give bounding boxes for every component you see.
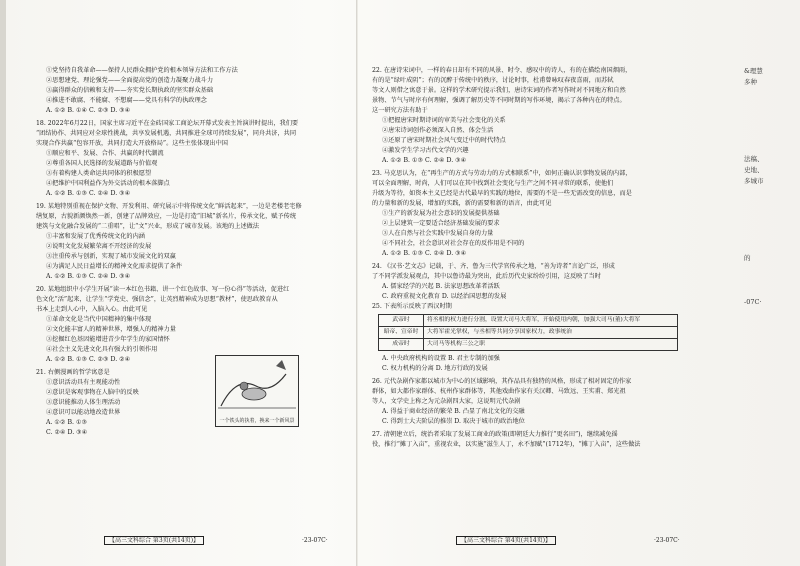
margin-note: [744, 242, 796, 253]
margin-note: [744, 187, 796, 198]
cartoon-caption: 一个铁头的执着，换来一个新风景: [219, 418, 295, 424]
question-text-line: 了不同学派发展观点，其中以鲁诗最为突出，此后历代史家纷纷引用，这反映了当时: [372, 273, 601, 280]
answer-option-line: A. 儒家经学的兴起 B. 法家思想改革者活跃: [382, 283, 500, 290]
answer-option-line: ③挖掘红色基因能增进青少年学生的家国情怀: [46, 336, 170, 343]
question-text-line: 升级为等待，如资本主义已经是古代最早的实践的地位，需要的不是一些无需改变的信息，而是: [372, 190, 632, 197]
footer-page-label: 【高三文科综合 第3页(共14页)】: [104, 536, 204, 545]
margin-note: [744, 143, 796, 154]
footer-code: ·23-07C·: [653, 537, 680, 544]
margin-note: [744, 209, 796, 220]
answer-option-line: A. ①② B. ①③ C. ②④ D. ③④: [382, 250, 467, 257]
page-fold: [356, 0, 358, 566]
footer-page-label: 【高三文科综合 第4页(共14页)】: [456, 536, 556, 545]
margin-note: [744, 275, 796, 286]
answer-option-line: ④激发学生学习古代文学的兴趣: [382, 147, 469, 154]
answer-option-line: ③赢得群众的信赖和支持——夯实党长期执政的坚实群众基础: [46, 87, 214, 94]
answer-option-line: ①意识活动具有主观能动性: [46, 379, 121, 386]
table-row-body: 大将军霍光掌权，与丞相等共同分享国家权力，政事统治: [424, 327, 678, 339]
question-text-line: “团结协作、共同应对全球性挑战，共享发展机遇，共同推进全球可持续发展“，同舟共济，共同: [36, 130, 297, 137]
margin-note: 多种: [744, 78, 757, 86]
footer-code: ·23-07C·: [301, 537, 328, 544]
answer-option-line: ④意识可以能动地改造世界: [46, 409, 121, 416]
answer-option-line: ④推进不敢腐、不能腐、不想腐——党具有科学的执政理念: [46, 97, 207, 104]
question-text-line: 22. 在唐诗宋词中，一样的春日却有不同的风景、时令、感叹中的诗人，有的在描绘南国烟雨，: [372, 67, 632, 74]
paper-edge: [0, 0, 6, 566]
question-text-line: 20. 某地组织中小学生开展“读一本红色书籍、讲一个红色故事、写一份心得”等活动，促进红: [36, 286, 290, 293]
question-text-line: 25. 下表所示反映了西汉时期: [372, 303, 452, 310]
footer-right-page: [456, 535, 680, 547]
cartoon-image: [215, 355, 299, 427]
margin-note: [744, 132, 796, 143]
table-row: [379, 315, 678, 327]
table-row-head: 昭帝、宣帝时: [379, 327, 424, 339]
answer-option-line: ②唐宋诗词创作必须深入自然、体会生活: [382, 127, 494, 134]
margin-note: [744, 220, 796, 231]
question-text-line: 27. 清朝建立后，统治者采取了发展工商业的政策(即朝廷大力推行“更名田”)，继续减免徭: [372, 431, 618, 438]
answer-option-line: ②说明文化发展繁荣离不开经济的发展: [46, 243, 152, 250]
question-text-line: 18. 2022年6月22日，国家主席习近平在金砖国家工商论坛开幕式发表主旨演讲时提出，我们要: [36, 120, 299, 127]
cartoon-drawing-icon: [216, 356, 298, 416]
answer-option-line: ②思想建党、理论强党——全面提高党的创造力凝聚力战斗力: [46, 77, 214, 84]
table-row-body: 将丞相的权力进行分割，设置大司马大将军，开始使用内朝，加强大司马(董)大将军: [424, 315, 678, 327]
answer-option-line: ②尊重各国人民选择的发展道路与价值观: [46, 160, 158, 167]
left-page: [36, 66, 356, 536]
answer-option-line: C. 权力机构的分离 D. 地方行政的发展: [382, 365, 488, 372]
answer-option-line: ①把握唐宋时期诗词的审美与社会变化的关系: [382, 117, 506, 124]
answer-option-line: A. ①② B. ①④ C. ②③ D. ③④: [46, 107, 131, 114]
margin-note: 多城市: [744, 177, 764, 185]
answer-option-line: A. ①② B. ①③ C. ②④ D. ③④: [46, 273, 131, 280]
question-text-line: 役，推行“摊丁入亩”，重视农业，以实施“滋生人丁，永不加赋”(1712年)，“摊丁入亩”，这些做法: [372, 441, 641, 448]
answer-option-line: ①顺应和平、发展、合作、共赢的时代潮流: [46, 150, 164, 157]
answer-option-line: ③注重传承与创新，实现了城市发展文化的双赢: [46, 253, 176, 260]
answer-option-line: C. 政府重视文化教育 D. 以经治国思想的发展: [382, 293, 507, 300]
answer-option-line: ③意识能推动人体生理活动: [46, 399, 121, 406]
answer-option-line: ①革命文化是当代中国精神的集中体现: [46, 316, 152, 323]
question-text-line: 23. 马克思认为，在“再生产的方式与劳动力的方式相联系”中，如何正确认识事物发展的内部，: [372, 170, 632, 177]
answer-option-line: ④为满足人民日益增长的精神文化需求提供了条件: [46, 263, 183, 270]
table-row: [379, 339, 678, 351]
table-row-head: 武帝时: [379, 315, 424, 327]
question-text-line: 建筑与文化融合发展的“二重唱”，让“文”兴业，形成了城市发展。该地的上述做法: [36, 223, 260, 230]
margin-note: &理慧: [744, 67, 763, 75]
right-page: [372, 66, 692, 536]
margin-note: [744, 198, 796, 209]
question-text-line: 色文化“活”起来，让学生“学党史、强信念”，让英烈精神成为思想“教材”，使思政教育从: [36, 296, 278, 303]
answer-option-line: A. 得益于商业经济的繁荣 B. 凸显了南北文化的交融: [382, 408, 525, 415]
margin-note: -07C·: [744, 298, 762, 306]
question-text-line: 26. 元代杂剧作家都以城市为中心的区域影响，其作品具有独特的风格，形成了相对固定的作家: [372, 378, 632, 385]
answer-option-line: ②上层建筑一定要适合经济基础发展的要求: [382, 220, 500, 227]
answer-option-line: ①生产的新发展为社会意识的发展提供基础: [382, 210, 500, 217]
question-text-line: 的力量和新的发展，增加的实践，新的需要和新的语言，由此可见: [372, 200, 552, 207]
answer-option-line: C. 得到士大夫阶层的推崇 D. 取决于城市的政治地位: [382, 418, 525, 425]
margin-note: [744, 264, 796, 275]
footer-left-page: [104, 535, 328, 547]
answer-option-line: ②意识是客观事物在人脑中的反映: [46, 389, 139, 396]
question-text-line: 可以全面理解，时尚，人们可以在其中找到社会变化与生产之间不同寻常的联系，使他们: [372, 180, 614, 187]
question-text-line: 景物、节气与时序有何理解，强调了解历史等不同时期的写作环境，揭示了各种内在的特点。: [372, 97, 626, 104]
question-text-line: 等人，文学史上称之为元杂剧四大家，这说明元代杂剧: [372, 398, 521, 405]
answer-option-line: ③有着构建人类命运共同体的积极愿望: [46, 170, 152, 177]
question-text-line: 有的是“绿叶成阴”；有的沉醉于传统中的秩序，讨论时事，杜甫曾咏叹春夜喜雨，而苏轼: [372, 77, 614, 84]
margin-note: [744, 121, 796, 132]
margin-note: [744, 99, 796, 110]
answer-option-line: ④社会主义先进文化具有强大的引领作用: [46, 346, 158, 353]
margin-note: [744, 286, 796, 297]
question-text-line: 24. 《汉书·艺文志》记载，于、齐、鲁为三代学官传承之地，“善为诗者”言论广泛，形成: [372, 263, 615, 270]
question-text-line: 19. 某地特别重视在保护文物、开发利用、研究展示中将传统文化“鲜活起来”，一边是老楼老宅修: [36, 203, 302, 210]
question-text-line: 21. 右侧漫画的哲学寓意是: [36, 369, 110, 376]
answer-option-line: A. ①② B. ①③ C. ②③ D. ②④: [46, 356, 131, 363]
answer-option-line: A. 中央政府机构的设置 B. 君主专制的加强: [382, 355, 500, 362]
question-text-line: 等文人则借之寓意于景。这样的学术研究提示我们，唐诗宋词的作者写作时对不同地方和自然: [372, 87, 626, 94]
table-row: [379, 327, 678, 339]
answer-option-line: ④把维护中国利益作为外交活动的根本落脚点: [46, 180, 170, 187]
margin-note: 史地、: [744, 166, 764, 174]
answer-option-line: ②文化能丰富人的精神世界，增强人的精神力量: [46, 326, 176, 333]
right-margin-notes: [744, 66, 796, 308]
answer-option-line: ③还原了唐宋时期社会风气变迁中的时代特点: [382, 137, 506, 144]
question-text-line: 书本上走到人心中，入脑入心。由此可见: [36, 306, 148, 313]
table-row-body: 大司马等机构三公之职: [424, 339, 678, 351]
answer-option-line: ③人在自然与社会实践中发展自身的力量: [382, 230, 494, 237]
answer-option-line: A. ①② B. ①③ C. ②④ D. ③④: [46, 190, 131, 197]
question-text-line: 群体，如大都作家群体、杭州作家群体等，其他戏曲作家有关汉卿、马致远、王实甫、郑光祖: [372, 388, 626, 395]
question-text-line: 这一研究方法有助于: [372, 107, 428, 114]
answer-option-line: ①党坚持自我革命——保持人民群众拥护党的根本领导方法和工作方法: [46, 67, 238, 74]
question-text-line: 缮复原，古貌新颜焕然一新，创建了品牌效应，一边是打造“旧城”新名片，传承文化，赋予传统: [36, 213, 297, 220]
answer-option-line: ④不同社会，社会意识对社会存在的反作用是不同的: [382, 240, 525, 247]
answer-option-line: ①丰富和发展了优秀传统文化的内涵: [46, 233, 145, 240]
margin-note: [744, 110, 796, 121]
margin-note: [744, 88, 796, 99]
history-table: [378, 314, 678, 351]
question-text-line: 实现合作共赢“包容开放，共同打造大开放格局”。这些主张体现出中国: [36, 140, 228, 147]
margin-note: 法稿、: [744, 155, 764, 163]
answer-option-line: A. ①② B. ①③: [46, 419, 88, 426]
answer-option-line: A. ①② B. ①③ C. ②④ D. ③④: [382, 157, 467, 164]
margin-note: 的: [744, 254, 751, 262]
margin-note: [744, 231, 796, 242]
answer-option-line: C. ②④ D. ③④: [46, 429, 88, 436]
table-row-head: 成帝时: [379, 339, 424, 351]
